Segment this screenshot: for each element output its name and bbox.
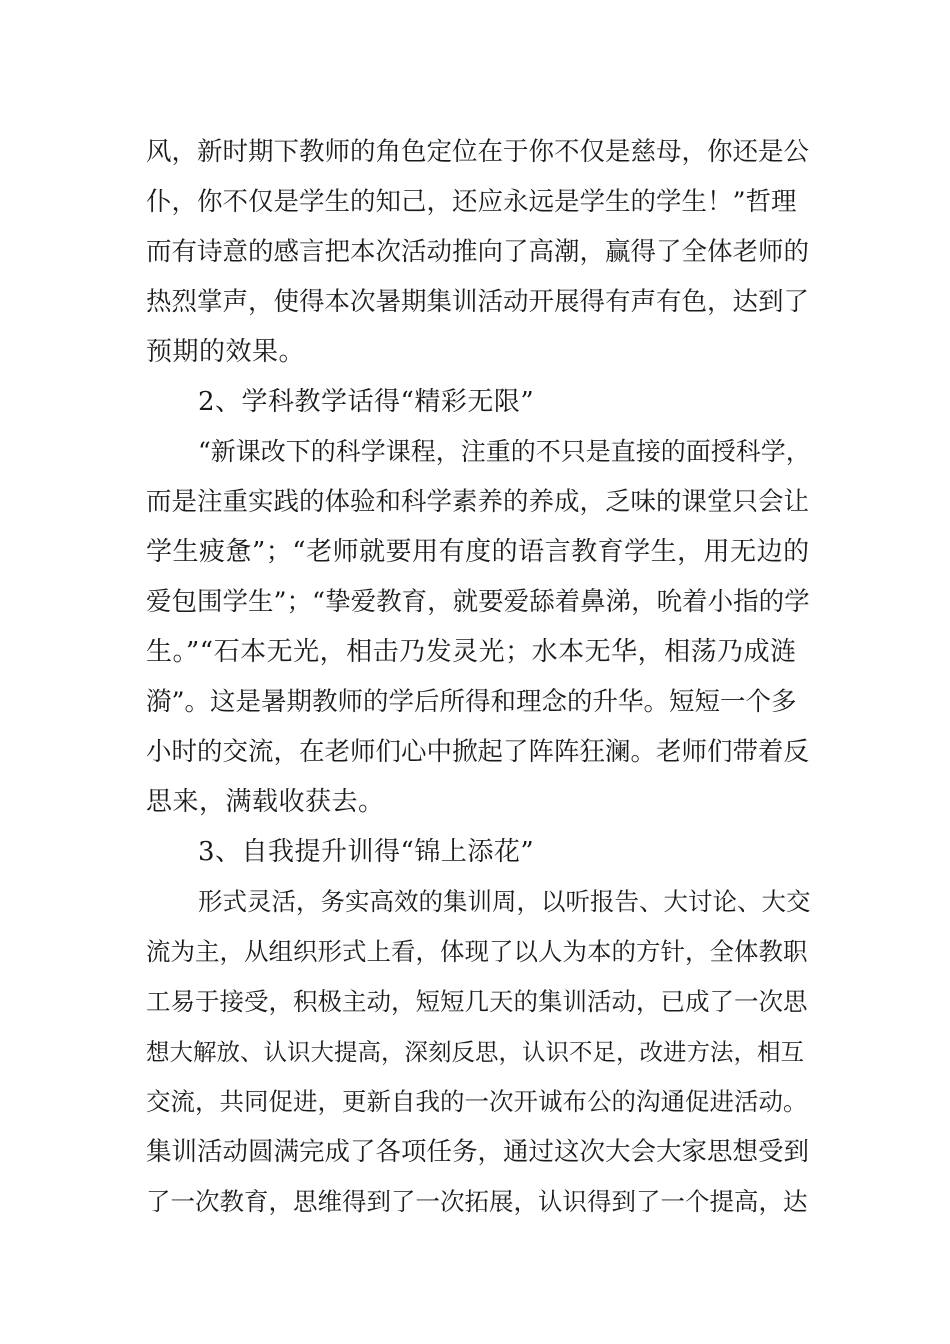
paragraph-line: 预期的效果。	[146, 337, 306, 367]
paragraph-line: 风，新时期下教师的角色定位在于你不仅是慈母，你还是公	[146, 137, 810, 167]
paragraph-line: 交流，共同促进，更新自我的一次开诚布公的沟通促进活动。	[146, 1087, 808, 1116]
paragraph-line: 热烈掌声，使得本次暑期集训活动开展得有声有色，达到了	[146, 287, 810, 317]
paragraph-line: 形式灵活，务实高效的集训周，以听报告、大讨论、大交	[198, 887, 811, 916]
paragraph-line: 漪”。这是暑期教师的学后所得和理念的升华。短短一个多	[146, 687, 797, 717]
paragraph-line: 集训活动圆满完成了各项任务，通过这次大会大家思想受到	[146, 1137, 810, 1167]
paragraph-line: 了一次教育，思维得到了一次拓展，认识得到了一个提高，达	[146, 1187, 808, 1216]
paragraph-line: 思来，满载收获去。	[146, 787, 385, 817]
section-heading: 3、自我提升训得“锦上添花”	[198, 837, 535, 867]
paragraph-line: 学生疲惫”；“老师就要用有度的语言教育学生，用无边的	[146, 537, 810, 567]
paragraph-line: 工易于接受，积极主动，短短几天的集训活动，已成了一次思	[146, 987, 808, 1016]
paragraph-line: 小时的交流，在老师们心中掀起了阵阵狂澜。老师们带着反	[146, 737, 810, 767]
paragraph-line: 爱包围学生”；“挚爱教育，就要爱舔着鼻涕，吮着小指的学	[146, 587, 810, 617]
paragraph-line: 想大解放、认识大提高，深刻反思，认识不足，改进方法，相互	[146, 1038, 804, 1066]
paragraph-line: 流为主，从组织形式上看，体现了以人为本的方针，全体教职	[146, 937, 808, 966]
paragraph-line: 而是注重实践的体验和科学素养的养成，乏味的课堂只会让	[146, 487, 810, 517]
paragraph-line: 生。”“石本无光，相击乃发灵光；水本无华，相荡乃成涟	[146, 637, 797, 667]
paragraph-line: 而有诗意的感言把本次活动推向了高潮，赢得了全体老师的	[146, 237, 810, 267]
paragraph-line: “新课改下的科学课程，注重的不只是直接的面授科学，	[198, 437, 811, 466]
paragraph-line: 仆，你不仅是学生的知己，还应永远是学生的学生！”哲理	[146, 187, 797, 217]
section-heading: 2、学科教学话得“精彩无限”	[198, 387, 535, 417]
